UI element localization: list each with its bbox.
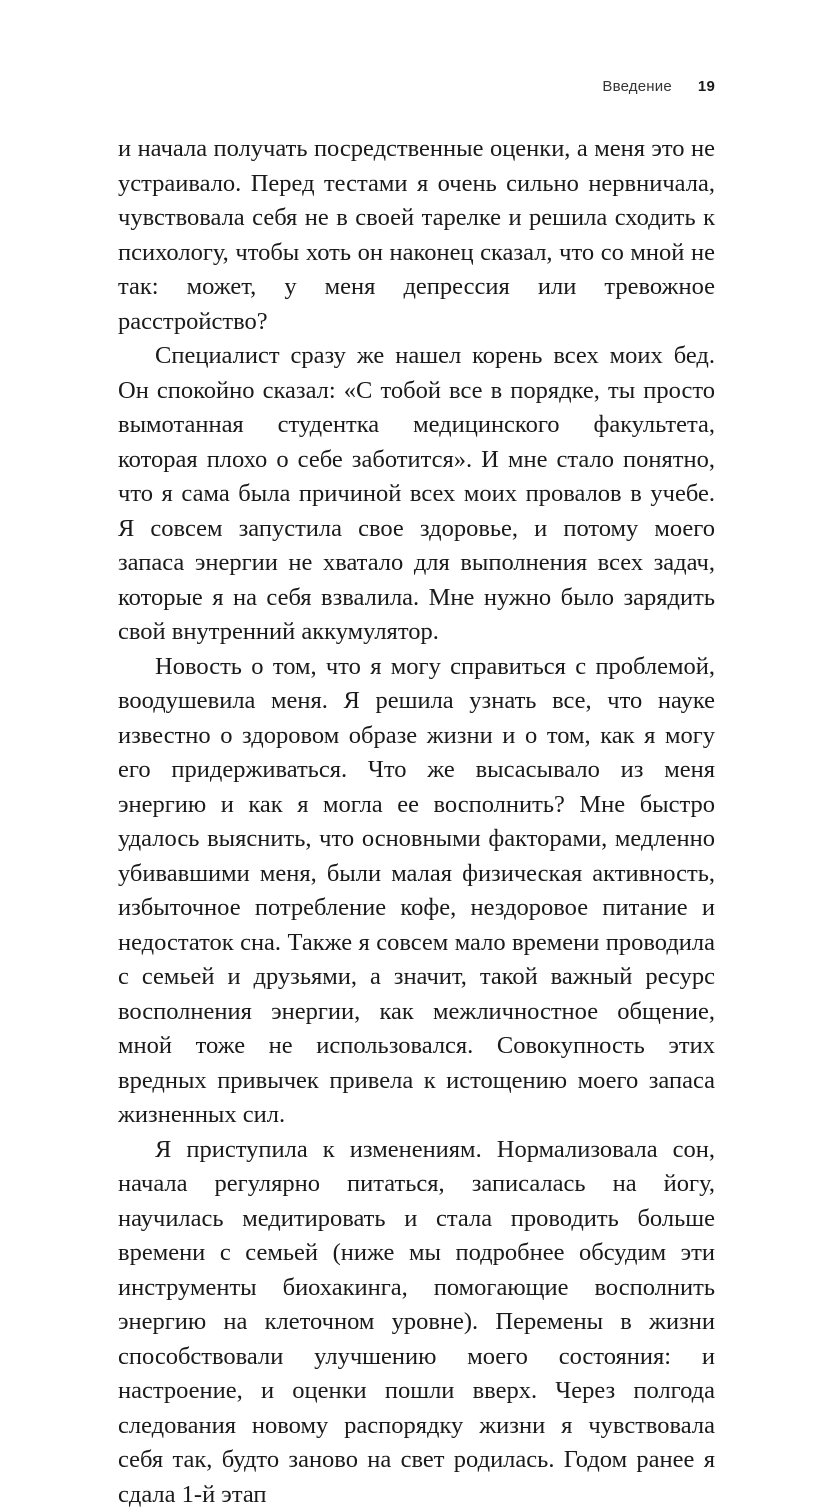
paragraph: Я приступила к изменениям. Нормализовала сон, начала регулярно питаться, записалась на йогу, научилась медитировать и стала проводить больше времени с семьей (ниже мы подробнее обсудим эти инструменты биохакинга, помогающие восполнить энергию на клеточном уровне). Перемены в жизни способствовали улучшению моего состояния: и настроение, и оценки пошли вверх. Через полгода следования новому распорядку жизни я чувствовала себя так, будто заново на свет родилась. Годом ранее я сдала 1-й этап (118, 1133, 715, 1512)
paragraph: Специалист сразу же нашел корень всех моих бед. Он спокойно сказал: «С тобой все в порядке, ты просто вымотанная студентка медицинского факультета, которая плохо о себе заботится». И мне стало понятно, что я сама была причиной всех моих провалов в учебе. Я совсем запустила свое здоровье, и потому моего запаса энергии не хватало для выполнения всех задач, которые я на себя взвалила. Мне нужно было зарядить свой внутренний аккумулятор. (118, 339, 715, 650)
body-text (118, 132, 715, 1512)
paragraph: Новость о том, что я могу справиться с проблемой, воодушевила меня. Я решила узнать все, что науке известно о здоровом образе жизни и о том, как я могу его придерживаться. Что же высасывало из меня энергию и как я могла ее восполнить? Мне быстро удалось выяснить, что основными факторами, медленно убивавшими меня, были малая физическая активность, избыточное потребление кофе, нездоровое питание и недостаток сна. Также я совсем мало времени проводила с семьей и друзьями, а значит, такой важный ресурс восполнения энергии, как межличностное общение, мной тоже не использовался. Совокупность этих вредных привычек привела к истощению моего запаса жизненных сил. (118, 650, 715, 1133)
page-number: 19 (698, 78, 715, 95)
section-title: Введение (602, 78, 672, 95)
paragraph: и начала получать посредственные оценки, а меня это не устраивало. Перед тестами я очень сильно нервничала, чувствовала себя не в своей тарелке и решила сходить к психологу, чтобы хоть он наконец сказал, что со мной не так: может, у меня депрессия или тревожное расстройство? (118, 132, 715, 339)
running-header (602, 78, 715, 95)
